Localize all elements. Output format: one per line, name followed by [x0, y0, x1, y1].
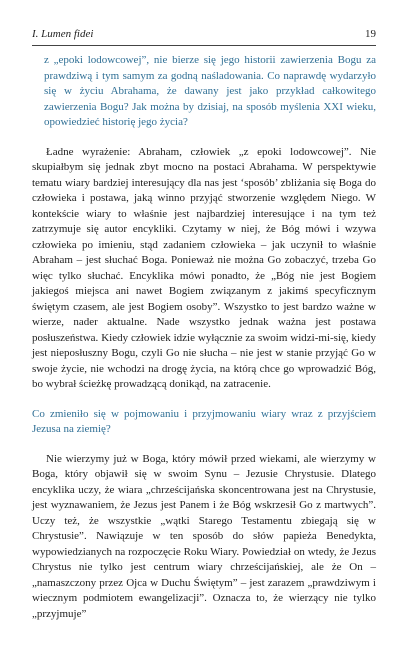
answer-paragraph: Ładne wyrażenie: Abraham, człowiek „z epoki lodowcowej”. Nie skupiałbym się jednak zbyt mocno na postaci Abrahama. W perspektywie tematu wiary bardziej interesujący dla nas jest ‘sposób’ zbliżania się Boga do człowieka i postawa, jaką winno przyjąć stworzenie względem Niego. W kontekście wiary to właśnie jest najbardziej interesujące i na tym też zatrzymuje się autor encykliki. Czytamy w niej, że Bóg mówi i wzywa człowieka po imieniu, stąd zadaniem człowieka – jak uczynił to właśnie Abraham – jest słuchać Boga. Ponieważ nie można Go zobaczyć, trzeba Go więc tylko słuchać. Encyklika mówi ponadto, że „Bóg nie jest Bogiem jakiegoś miejsca ani nawet Bogiem związanym z jakimś specyficznym świętym czasem, ale jest Bogiem osoby”. Wszystko to jest bardzo ważne w wierze, nader aktualne. Nade wszystko jednak ważna jest postawa posłuszeństwa. Kiedy człowiek idzie wyłącznie za swoim widzi-mi-się, kiedy jest nieposłuszny Bogu, czyli Go nie słucha – nie jest w stanie przyjąć Go w swoje życie, nie wchodzi na drogę życia, na którą chce go wprowadzić Bóg, bo wybrał ścieżkę prowadzącą donikąd, na zatracenie. — [32, 145, 376, 390]
interview-question: Co zmieniło się w pojmowaniu i przyjmowaniu wiary wraz z przyjściem Jezusa na ziemię? — [32, 407, 376, 435]
running-header — [32, 28, 376, 40]
page-number: 19 — [365, 28, 376, 40]
interview-question-continued: z „epoki lodowcowej”, nie bierze się jego historii zawierzenia Bogu za prawdziwą i tym samym za godną naśladowania. Co naprawdę wydarzyło się w życiu Abrahama, że dawany jest jako przykład całkowitego zawierzenia Bogu? Jak można by dzisiaj, na sposób myślenia XXI wieku, opowiedzieć historię jego życia? — [44, 54, 376, 128]
header-rule — [32, 45, 376, 46]
page-content — [32, 53, 376, 622]
answer-paragraph: Nie wierzymy już w Boga, który mówił przed wiekami, ale wierzymy w Boga, który objawił się w swoim Synu – Jezusie Chrystusie. Dlatego encyklika uczy, że wiara „chrześcijańska skoncentrowana jest na Chrystusie, jest wyznawaniem, że Jezus jest Panem i że Bóg wskrzesił Go z martwych”. Uczy też, że wszystkie „wątki Starego Testamentu zbiegają się w Chrystusie”. Nawiązuje w ten sposób do słów papieża Benedykta, wypowiedzianych na rozpoczęcie Roku Wiary. Powiedział on wtedy, że Jezus Chrystus nie tylko jest centrum wiary chrześcijańskiej, ale że On – „namaszczony przez Ojca w Duchu Świętym” – jest zarazem „prawdziwym i wiecznym podmiotem ewangelizacji”. Oznacza to, że wierzący nie tylko „przyjmuje” — [32, 452, 376, 620]
running-title: I. Lumen fidei — [32, 28, 94, 40]
